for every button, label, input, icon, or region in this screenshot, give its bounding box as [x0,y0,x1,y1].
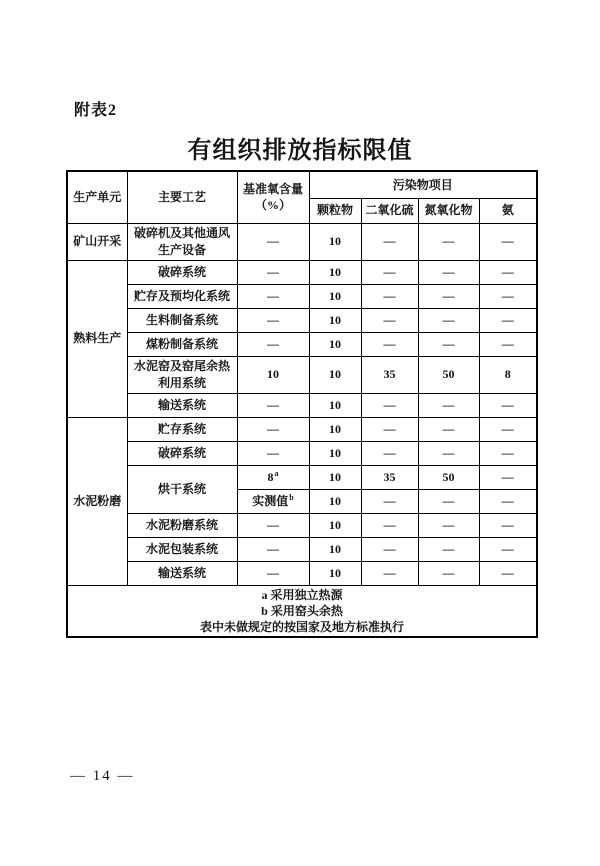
cell-process: 输送系统 [127,561,237,585]
cell-nh3: — [479,308,537,332]
cell-oxygen: — [237,561,309,585]
cell-pm: 10 [309,441,361,465]
cell-process: 破碎机及其他通风生产设备 [127,223,237,260]
cell-so2: — [361,332,418,356]
cell-nox: — [418,393,479,417]
table-row [67,465,537,489]
cell-nh3: — [479,441,537,465]
cell-nox: — [418,537,479,561]
footnote-marker-b: b [289,492,294,502]
cell-pm: 10 [309,489,361,513]
cell-process: 水泥粉磨系统 [127,513,237,537]
cell-so2: — [361,393,418,417]
note-b: b 采用窑头余热 [261,603,343,618]
cell-pm: 10 [309,308,361,332]
cell-pm: 10 [309,260,361,284]
col-header-nox: 氮氧化物 [418,198,479,223]
cell-nox: 50 [418,356,479,393]
cell-process: 输送系统 [127,393,237,417]
cell-oxygen: 10 [237,356,309,393]
cell-nh3: 8 [479,356,537,393]
cell-oxygen: — [237,537,309,561]
col-header-pollutant-group: 污染物项目 [309,171,537,198]
cell-unit: 水泥粉磨 [67,417,127,585]
cell-process: 煤粉制备系统 [127,332,237,356]
table-row [67,332,537,356]
cell-oxygen [237,489,309,513]
header-row-1 [67,171,537,198]
cell-nh3: — [479,561,537,585]
table-row [67,260,537,284]
table-row [67,513,537,537]
cell-nox: — [418,223,479,260]
col-header-baseline-oxygen [237,171,309,223]
cell-oxygen: — [237,260,309,284]
cell-process: 生料制备系统 [127,308,237,332]
cell-nox: — [418,308,479,332]
cell-nox: — [418,332,479,356]
cell-nh3: — [479,223,537,260]
cell-nh3: — [479,332,537,356]
cell-oxygen: — [237,393,309,417]
cell-so2: — [361,489,418,513]
cell-oxygen: — [237,441,309,465]
oxygen-value: 8 [267,469,274,484]
col-header-so2: 二氧化硫 [361,198,418,223]
cell-process: 烘干系统 [127,465,237,513]
table-row [67,441,537,465]
cell-process: 破碎系统 [127,441,237,465]
cell-nox: — [418,441,479,465]
cell-nox: — [418,260,479,284]
table-row [67,417,537,441]
cell-pm: 10 [309,356,361,393]
cell-nh3: — [479,284,537,308]
cell-nh3: — [479,513,537,537]
cell-so2: — [361,441,418,465]
cell-pm: 10 [309,561,361,585]
cell-oxygen: — [237,284,309,308]
cell-process: 水泥窑及窑尾余热利用系统 [127,356,237,393]
cell-oxygen: — [237,417,309,441]
cell-pm: 10 [309,537,361,561]
emission-limits-table [66,170,538,638]
cell-unit: 熟料生产 [67,260,127,417]
table-notes [67,585,537,637]
cell-nh3: — [479,537,537,561]
cell-pm: 10 [309,393,361,417]
cell-so2: 35 [361,465,418,489]
note-general: 表中未做规定的按国家及地方标准执行 [200,619,405,634]
page-number: — 14 — [70,768,135,784]
cell-so2: — [361,223,418,260]
cell-nox: 50 [418,465,479,489]
cell-oxygen: — [237,332,309,356]
page-title: 有组织排放指标限值 [187,138,413,164]
cell-nh3: — [479,393,537,417]
cell-so2: — [361,308,418,332]
cell-so2: — [361,284,418,308]
col-header-nh3: 氨 [479,198,537,223]
cell-process: 破碎系统 [127,260,237,284]
cell-so2: 35 [361,356,418,393]
table-notes-row [67,585,537,637]
baseline-oxygen-line1: 基准氧含量 [242,182,303,197]
cell-nh3: — [479,489,537,513]
cell-nox: — [418,489,479,513]
cell-so2: — [361,561,418,585]
cell-pm: 10 [309,513,361,537]
cell-oxygen [237,465,309,489]
cell-oxygen: — [237,223,309,260]
cell-oxygen: — [237,308,309,332]
cell-process: 贮存及预均化系统 [127,284,237,308]
oxygen-value: 实测值 [252,493,289,508]
cell-pm: 10 [309,332,361,356]
cell-so2: — [361,513,418,537]
table-row [67,223,537,260]
cell-nox: — [418,561,479,585]
cell-unit: 矿山开采 [67,223,127,260]
table-row [67,284,537,308]
cell-pm: 10 [309,223,361,260]
baseline-oxygen-line2: （%） [254,198,291,213]
cell-pm: 10 [309,284,361,308]
appendix-label: 附表2 [74,102,118,119]
col-header-pm: 颗粒物 [309,198,361,223]
table-row [67,356,537,393]
cell-oxygen: — [237,513,309,537]
cell-pm: 10 [309,417,361,441]
table-row [67,537,537,561]
footnote-marker-a: a [274,468,279,478]
cell-nh3: — [479,417,537,441]
table-row [67,308,537,332]
cell-process: 水泥包装系统 [127,537,237,561]
cell-nox: — [418,513,479,537]
cell-so2: — [361,537,418,561]
table-row [67,561,537,585]
cell-nh3: — [479,260,537,284]
cell-so2: — [361,260,418,284]
cell-process: 贮存系统 [127,417,237,441]
cell-pm: 10 [309,465,361,489]
col-header-main-process: 主要工艺 [127,171,237,223]
cell-nox: — [418,284,479,308]
cell-nox: — [418,417,479,441]
note-a: a 采用独立热源 [261,587,343,602]
cell-so2: — [361,417,418,441]
cell-nh3: — [479,465,537,489]
col-header-production-unit: 生产单元 [67,171,127,223]
table-row [67,393,537,417]
